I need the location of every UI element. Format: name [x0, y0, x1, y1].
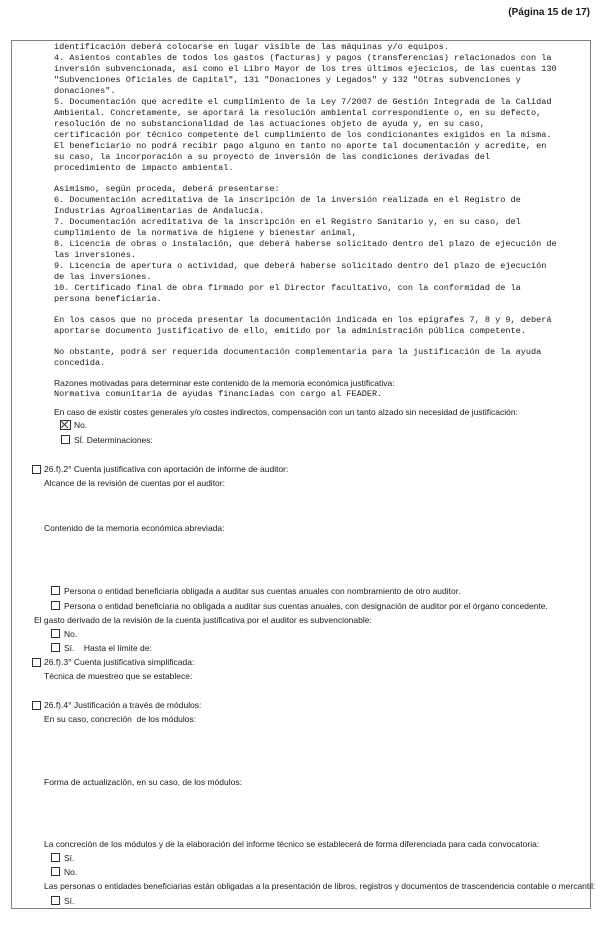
s26f3-checkbox[interactable] [32, 658, 41, 667]
libros-label: Las personas o entidades beneficiarias están obligadas a la presentación de libros, registros y documentos de trascendencia contable o mercantil: [44, 881, 596, 891]
doc-line: Ambiental. Concretamente, se aportará la resolución ambiental correspondiente o, en su defecto, [54, 108, 542, 118]
gasto-si-checkbox[interactable] [51, 643, 60, 652]
doc-line: 7. Documentación acreditativa de la inscripción en el Registro Sanitario y, en su caso, del [54, 217, 521, 227]
s26f2-title: 26.f).2° Cuenta justificativa con aportación de informe de auditor: [44, 464, 289, 474]
alcance-label: Alcance de la revisión de cuentas por el auditor: [44, 478, 225, 488]
costes-no-label: No. [74, 420, 88, 430]
dif-no-label: No. [64, 867, 78, 877]
doc-line: donaciones". [54, 86, 116, 96]
doc-line: persona beneficiaria. [54, 294, 162, 304]
doc-line: No obstante, podrá ser requerida documentación complementaria para la justificación de la ayuda [54, 347, 542, 357]
no-obligada-label: Persona o entidad beneficiaria no obligada a auditar sus cuentas anuales, con designación de auditor por el órgano concedente. [64, 601, 548, 611]
doc-line: concedida. [54, 358, 106, 368]
doc-line: de las inversiones. [54, 272, 152, 282]
doc-line: procedimiento de impacto ambiental. [54, 163, 234, 173]
gasto-label: El gasto derivado de la revisión de la cuenta justificativa por el auditor es subvencionable: [34, 615, 372, 625]
tecnica-label: Técnica de muestreo que se establece: [44, 671, 193, 681]
concrecion-label: En su caso, concreción de los módulos: [44, 714, 197, 724]
doc-line: El beneficiario no podrá recibir pago alguno en tanto no aporte tal documentación y acredite, en [54, 141, 547, 151]
libros-si-checkbox[interactable] [51, 896, 60, 905]
s26f4-checkbox[interactable] [32, 701, 41, 710]
gasto-no-checkbox[interactable] [51, 629, 60, 638]
doc-line: aportarse documento justificativo de ello, emitido por la administración pública competente. [54, 326, 526, 336]
costes-si-label: SÍ. Determinaciones: [74, 435, 153, 445]
obligada-label: Persona o entidad beneficiaria obligada a auditar sus cuentas anuales con nombramiento de otro auditor. [64, 586, 461, 596]
dif-si-label: Sí. [64, 853, 75, 863]
gasto-no-label: No. [64, 629, 78, 639]
doc-line: Industrias Agroalimentarias de Andalucía. [54, 206, 265, 216]
doc-line: 6. Documentación acreditativa de la inscripción de la inversión realizada en el Registro de [54, 195, 521, 205]
concrecion-diferenciada-label: La concreción de los módulos y de la elaboración del informe técnico se establecerá de forma diferenciada para cada convocatoria: [44, 839, 540, 849]
doc-line: las inversiones. [54, 250, 137, 260]
doc-line: su caso, la incorporación a su proyecto de inversión de las condiciones derivadas del [54, 152, 490, 162]
doc-line: inversión subvencionada, así como el Libro Mayor de los tres últimos ejecicios, de las cuentas 130 [54, 64, 557, 74]
no-obligada-checkbox[interactable] [51, 601, 60, 610]
gasto-si-label: Sí. Hasta el límite de: [64, 643, 152, 653]
doc-line: En los casos que no proceda presentar la documentación indicada en los epígrafes 7, 8 y 9, deberá [54, 315, 552, 325]
page-number: (Página 15 de 17) [508, 7, 590, 18]
razones-label: Razones motivadas para determinar este contenido de la memoria económica justificativa: [54, 378, 395, 388]
doc-line: resolución de no substancionalidad de las actuaciones objeto de ayuda y, en su caso, [54, 119, 485, 129]
doc-line: 5. Documentación que acredite el cumplimiento de la Ley 7/2007 de Gestión Integrada de la Calidad [54, 97, 552, 107]
dif-no-checkbox[interactable] [51, 867, 60, 876]
costes-si-checkbox[interactable] [61, 435, 70, 444]
doc-line: 10. Certificado final de obra firmado por el Director facultativo, con la conformidad de la [54, 283, 521, 293]
doc-line: Asimismo, según proceda, deberá presentarse: [54, 184, 280, 194]
obligada-checkbox[interactable] [51, 586, 60, 595]
s26f4-title: 26.f).4° Justificación a través de módulos: [44, 700, 202, 710]
doc-line: 9. Licencia de apertura o actividad, que deberá haberse solicitado dentro del plazo de ejecución [54, 261, 547, 271]
doc-line: 8. Licencia de obras o instalación, que deberá haberse solicitado dentro del plazo de ejecución de [54, 239, 557, 249]
doc-line: cumplimiento de la normativa de higiene y bienestar animal, [54, 228, 357, 238]
razones-value: Normativa comunitaria de ayudas financiadas con cargo al FEADER. [54, 389, 383, 399]
contenido-label: Contenido de la memoria económica abreviada: [44, 523, 225, 533]
s26f3-title: 26.f).3° Cuenta justificativa simplificada: [44, 657, 195, 667]
doc-line: "Subvenciones Oficiales de Capital", 131 "Donaciones y Legados" y 132 "Otras subvenciones y [54, 75, 521, 85]
costes-question: En caso de existir costes generales y/o costes indirectos, compensación con un tanto alzado sin necesidad de justificación: [54, 407, 518, 417]
costes-no-checkbox[interactable] [60, 420, 71, 430]
dif-si-checkbox[interactable] [51, 853, 60, 862]
libros-si-label: Sí. [64, 896, 75, 906]
doc-line: identificación deberá colocarse en lugar visible de las máquinas y/o equipos. [54, 42, 449, 52]
doc-line: certificación por técnico competente del cumplimiento de los condicionantes exigidos en la misma. [54, 130, 552, 140]
actualizacion-label: Forma de actualización, en su caso, de los módulos: [44, 777, 242, 787]
s26f2-checkbox[interactable] [32, 465, 41, 474]
doc-line: 4. Asientos contables de todos los gastos (facturas) y pagos (transferencias) relacionados con la [54, 53, 552, 63]
